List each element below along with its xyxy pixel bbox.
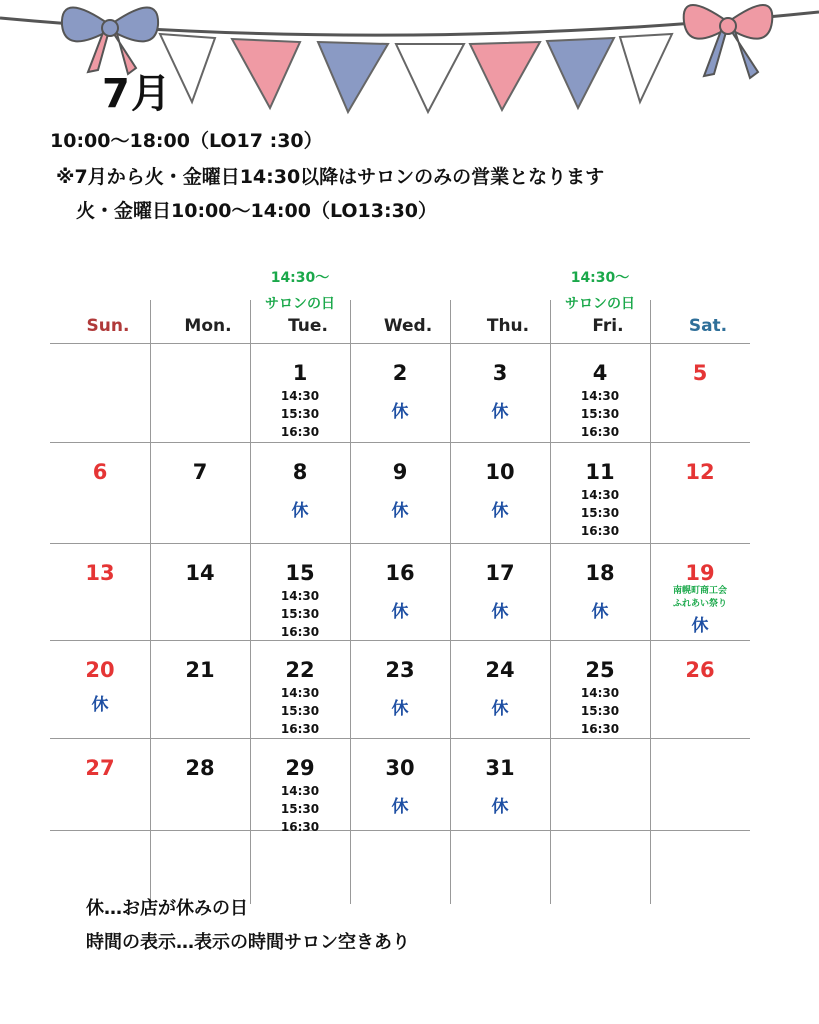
closed-mark: 休 xyxy=(591,602,609,622)
business-hours: 10:00〜18:00（LO17 :30） xyxy=(50,130,323,152)
day-cell xyxy=(250,460,350,521)
event-note xyxy=(650,585,750,611)
tue-salon-note xyxy=(250,265,350,317)
closed-mark: 休 xyxy=(391,501,409,521)
day-cell xyxy=(550,561,650,622)
day-cell xyxy=(550,658,650,738)
weekday-thu: Thu. xyxy=(486,316,530,336)
day-number: 2 xyxy=(392,361,408,385)
time-slot: 15:30 xyxy=(280,704,320,718)
salon-note-time: 14:30〜 xyxy=(570,270,630,286)
time-slot: 16:30 xyxy=(280,425,320,439)
salon-note-label: サロンの日 xyxy=(565,296,635,312)
salon-note-time: 14:30〜 xyxy=(270,270,330,286)
day-number: 29 xyxy=(285,756,315,780)
time-slot: 14:30 xyxy=(580,389,620,403)
day-number: 24 xyxy=(485,658,515,682)
day-number: 4 xyxy=(592,361,608,385)
time-slot: 15:30 xyxy=(580,704,620,718)
day-cell xyxy=(550,361,650,441)
time-slot: 14:30 xyxy=(280,589,320,603)
closed-mark: 休 xyxy=(391,402,409,422)
day-cell xyxy=(250,658,350,738)
day-number: 21 xyxy=(185,658,215,682)
day-number: 5 xyxy=(692,361,708,385)
day-cell xyxy=(650,361,750,385)
grid-horizontal-line xyxy=(50,640,750,641)
day-cell xyxy=(150,658,250,682)
tue-fri-hours: 火・金曜日10:00〜14:00（LO13:30） xyxy=(76,200,438,222)
day-number: 14 xyxy=(185,561,215,585)
salon-time-slots xyxy=(550,486,650,540)
closed-mark: 休 xyxy=(491,602,509,622)
day-number: 1 xyxy=(292,361,308,385)
day-number: 3 xyxy=(492,361,508,385)
day-number: 7 xyxy=(192,460,208,484)
day-cell xyxy=(450,361,550,422)
salon-time-slots xyxy=(550,387,650,441)
time-slot: 16:30 xyxy=(280,820,320,834)
day-cell xyxy=(350,658,450,719)
time-slot: 14:30 xyxy=(580,686,620,700)
legend-closed: 休…お店が休みの日 xyxy=(86,898,248,919)
day-number: 15 xyxy=(285,561,315,585)
salon-time-slots xyxy=(250,587,350,641)
time-slot: 15:30 xyxy=(580,506,620,520)
time-slot: 15:30 xyxy=(280,407,320,421)
grid-horizontal-line xyxy=(50,442,750,443)
closed-mark: 休 xyxy=(391,699,409,719)
time-slot: 16:30 xyxy=(580,722,620,736)
time-slot: 14:30 xyxy=(580,488,620,502)
time-slot: 16:30 xyxy=(280,625,320,639)
day-number: 31 xyxy=(485,756,515,780)
day-number: 25 xyxy=(585,658,615,682)
day-number: 9 xyxy=(392,460,408,484)
day-cell xyxy=(350,460,450,521)
day-cell xyxy=(50,756,150,780)
day-cell xyxy=(350,361,450,422)
day-cell xyxy=(650,561,750,636)
time-slot: 15:30 xyxy=(280,607,320,621)
day-cell xyxy=(450,561,550,622)
grid-vertical-line xyxy=(150,300,151,904)
time-slot: 14:30 xyxy=(280,389,320,403)
day-number: 6 xyxy=(92,460,108,484)
salon-time-slots xyxy=(550,684,650,738)
day-number: 27 xyxy=(85,756,115,780)
day-number: 30 xyxy=(385,756,415,780)
day-number: 26 xyxy=(685,658,715,682)
time-slot: 16:30 xyxy=(280,722,320,736)
closed-mark: 休 xyxy=(291,501,309,521)
closed-mark: 休 xyxy=(391,797,409,817)
day-cell xyxy=(150,561,250,585)
day-cell xyxy=(250,561,350,641)
grid-horizontal-line xyxy=(50,738,750,739)
day-cell xyxy=(650,658,750,682)
time-slot: 14:30 xyxy=(280,686,320,700)
closed-mark: 休 xyxy=(691,616,709,636)
weekday-sun: Sun. xyxy=(86,316,130,336)
day-cell xyxy=(50,460,150,484)
salon-time-slots xyxy=(250,387,350,441)
day-number: 11 xyxy=(585,460,615,484)
closed-mark: 休 xyxy=(491,501,509,521)
legend-times: 時間の表示…表示の時間サロン空きあり xyxy=(86,932,410,953)
day-number: 17 xyxy=(485,561,515,585)
month-title: 7月 xyxy=(102,71,172,117)
day-number: 19 xyxy=(685,561,715,585)
day-number: 28 xyxy=(185,756,215,780)
salon-time-slots xyxy=(250,684,350,738)
time-slot: 16:30 xyxy=(580,425,620,439)
salon-time-slots xyxy=(250,782,350,836)
time-slot: 16:30 xyxy=(580,524,620,538)
day-number: 10 xyxy=(485,460,515,484)
day-number: 23 xyxy=(385,658,415,682)
weekday-sat: Sat. xyxy=(688,316,728,336)
weekday-wed: Wed. xyxy=(383,316,433,336)
day-cell xyxy=(450,460,550,521)
closed-mark: 休 xyxy=(91,695,109,715)
closed-mark: 休 xyxy=(391,602,409,622)
salon-note-label: サロンの日 xyxy=(265,296,335,312)
day-cell xyxy=(150,756,250,780)
time-slot: 15:30 xyxy=(280,802,320,816)
fri-salon-note xyxy=(550,265,650,317)
day-number: 16 xyxy=(385,561,415,585)
grid-horizontal-line xyxy=(50,830,750,831)
day-cell xyxy=(250,361,350,441)
day-cell xyxy=(50,561,150,585)
day-cell xyxy=(50,658,150,715)
day-number: 18 xyxy=(585,561,615,585)
time-slot: 14:30 xyxy=(280,784,320,798)
day-cell xyxy=(350,756,450,817)
day-number: 12 xyxy=(685,460,715,484)
day-number: 20 xyxy=(85,658,115,682)
time-slot: 15:30 xyxy=(580,407,620,421)
closed-mark: 休 xyxy=(491,797,509,817)
day-cell xyxy=(450,658,550,719)
day-number: 22 xyxy=(285,658,315,682)
day-cell xyxy=(350,561,450,622)
day-cell xyxy=(250,756,350,836)
grid-horizontal-line xyxy=(50,543,750,544)
day-number: 13 xyxy=(85,561,115,585)
event-note-line: ふれあい祭り xyxy=(672,599,727,609)
closed-mark: 休 xyxy=(491,699,509,719)
weekday-tue: Tue. xyxy=(288,316,328,336)
salon-notice: ※7月から火・金曜日14:30以降はサロンのみの営業となります xyxy=(56,166,605,188)
right-bow-icon xyxy=(684,5,773,78)
grid-horizontal-line xyxy=(50,343,750,344)
weekday-mon: Mon. xyxy=(184,316,232,336)
closed-mark: 休 xyxy=(491,402,509,422)
weekday-fri: Fri. xyxy=(592,316,624,336)
day-cell xyxy=(150,460,250,484)
day-cell xyxy=(550,460,650,540)
flag xyxy=(160,34,672,112)
event-note-line: 南幌町商工会 xyxy=(672,586,727,596)
day-cell xyxy=(650,460,750,484)
day-number: 8 xyxy=(292,460,308,484)
day-cell xyxy=(450,756,550,817)
